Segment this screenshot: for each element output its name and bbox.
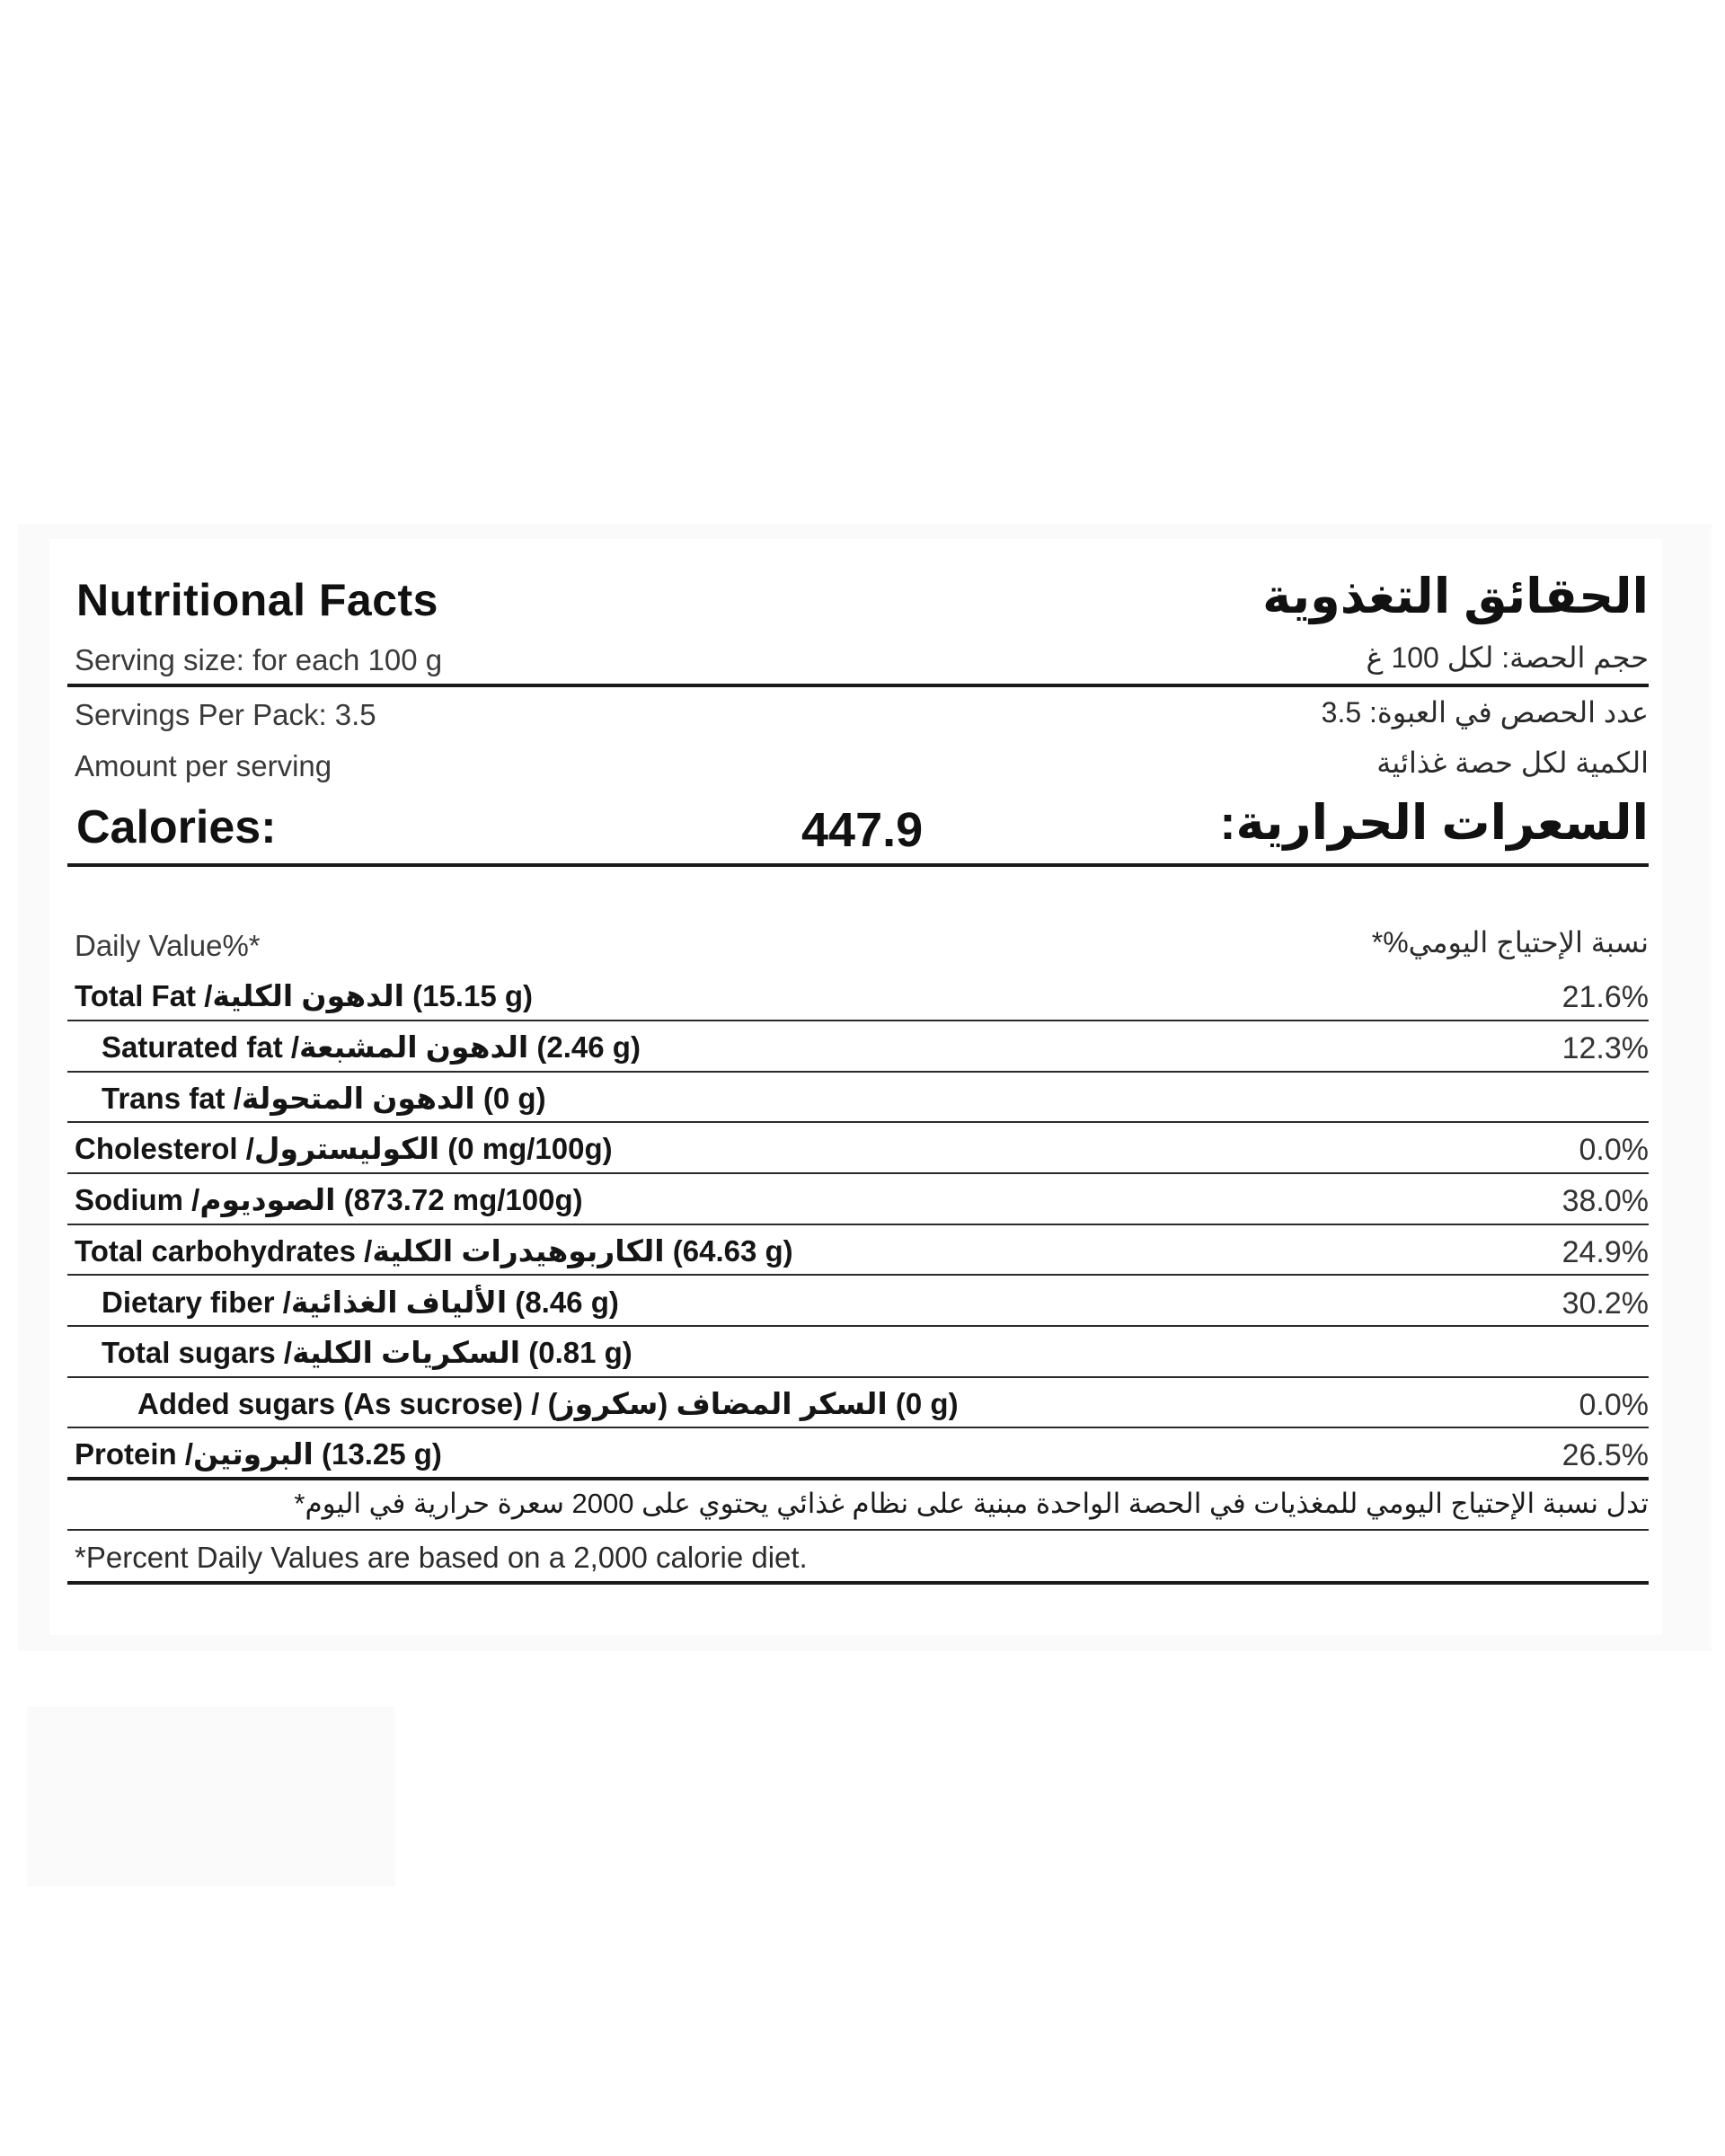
nutrient-row-added-sugars: Added sugars (As sucrose) / (سكروز) السكر المضاف (0 g) — [137, 1387, 959, 1420]
nutrient-pct-saturated-fat: 12.3% — [1561, 1031, 1649, 1065]
divider — [67, 1224, 1649, 1225]
title-arabic: الحقائق التغذوية — [1262, 570, 1649, 623]
serving-size-english: Serving size: for each 100 g — [75, 643, 443, 676]
serving-size-arabic: حجم الحصة: لكل 100 غ — [1366, 641, 1649, 674]
divider — [67, 1477, 1649, 1480]
daily-value-note-arabic: تدل نسبة الإحتياج اليومي للمغذيات في الحصة الواحدة مبنية على نظام غذائي يحتوي على 2000 سعرة حرارية في اليوم* — [294, 1488, 1649, 1519]
amount-per-serving-arabic: الكمية لكل حصة غذائية — [1376, 747, 1649, 779]
nutrition-facts-label — [67, 524, 1649, 1602]
divider — [67, 1427, 1649, 1428]
daily-value-header-english: Daily Value%* — [75, 929, 261, 962]
divider — [67, 1071, 1649, 1073]
calories-label-arabic: السعرات الحرارية: — [1219, 796, 1649, 850]
nutrient-pct-total-fat: 21.6% — [1561, 980, 1649, 1014]
divider — [67, 1325, 1649, 1327]
nutrient-row-protein: Protein /البروتين (13.25 g) — [75, 1437, 442, 1471]
nutrient-row-dietary-fiber: Dietary fiber /الألياف الغذائية (8.46 g) — [102, 1286, 619, 1319]
calories-label-english: Calories: — [76, 801, 277, 853]
nutrient-pct-sodium: 38.0% — [1561, 1184, 1649, 1218]
daily-value-header-arabic: نسبة الإحتياج اليومي%* — [1371, 926, 1649, 959]
nutrient-pct-total-carbohydrates: 24.9% — [1561, 1235, 1649, 1269]
divider — [67, 684, 1649, 687]
nutrient-pct-dietary-fiber: 30.2% — [1561, 1286, 1649, 1321]
divider — [67, 1121, 1649, 1123]
daily-value-footnote-english: *Percent Daily Values are based on a 2,000 calorie diet. — [75, 1541, 808, 1574]
divider — [67, 863, 1649, 867]
nutrient-row-total-carbohydrates: Total carbohydrates /الكاربوهيدرات الكلية (64.63 g) — [75, 1234, 793, 1268]
placeholder-box — [27, 1707, 395, 1886]
divider — [67, 1020, 1649, 1021]
nutrient-row-trans-fat: Trans fat /الدهون المتحولة (0 g) — [102, 1082, 546, 1115]
nutrient-row-total-fat: Total Fat /الدهون الكلية (15.15 g) — [75, 979, 534, 1012]
nutrient-pct-cholesterol: 0.0% — [1579, 1133, 1649, 1167]
servings-per-pack-english: Servings Per Pack: 3.5 — [75, 698, 376, 731]
title-english: Nutritional Facts — [76, 575, 438, 625]
calories-value: 447.9 — [801, 803, 924, 857]
nutrient-row-sodium: Sodium /الصوديوم (873.72 mg/100g) — [75, 1183, 583, 1216]
nutrient-row-total-sugars: Total sugars /السكريات الكلية (0.81 g) — [102, 1336, 632, 1369]
divider — [67, 1376, 1649, 1378]
nutrient-row-saturated-fat: Saturated fat /الدهون المشبعة (2.46 g) — [102, 1030, 641, 1064]
divider — [67, 1172, 1649, 1174]
nutrient-row-cholesterol: Cholesterol /الكوليسترول (0 mg/100g) — [75, 1132, 613, 1165]
servings-per-pack-arabic: عدد الحصص في العبوة: 3.5 — [1321, 696, 1649, 729]
divider — [67, 1581, 1649, 1585]
divider — [67, 1529, 1649, 1531]
divider — [67, 1274, 1649, 1276]
nutrient-pct-added-sugars: 0.0% — [1579, 1388, 1649, 1422]
amount-per-serving-english: Amount per serving — [75, 749, 332, 782]
nutrient-pct-protein: 26.5% — [1561, 1438, 1649, 1472]
